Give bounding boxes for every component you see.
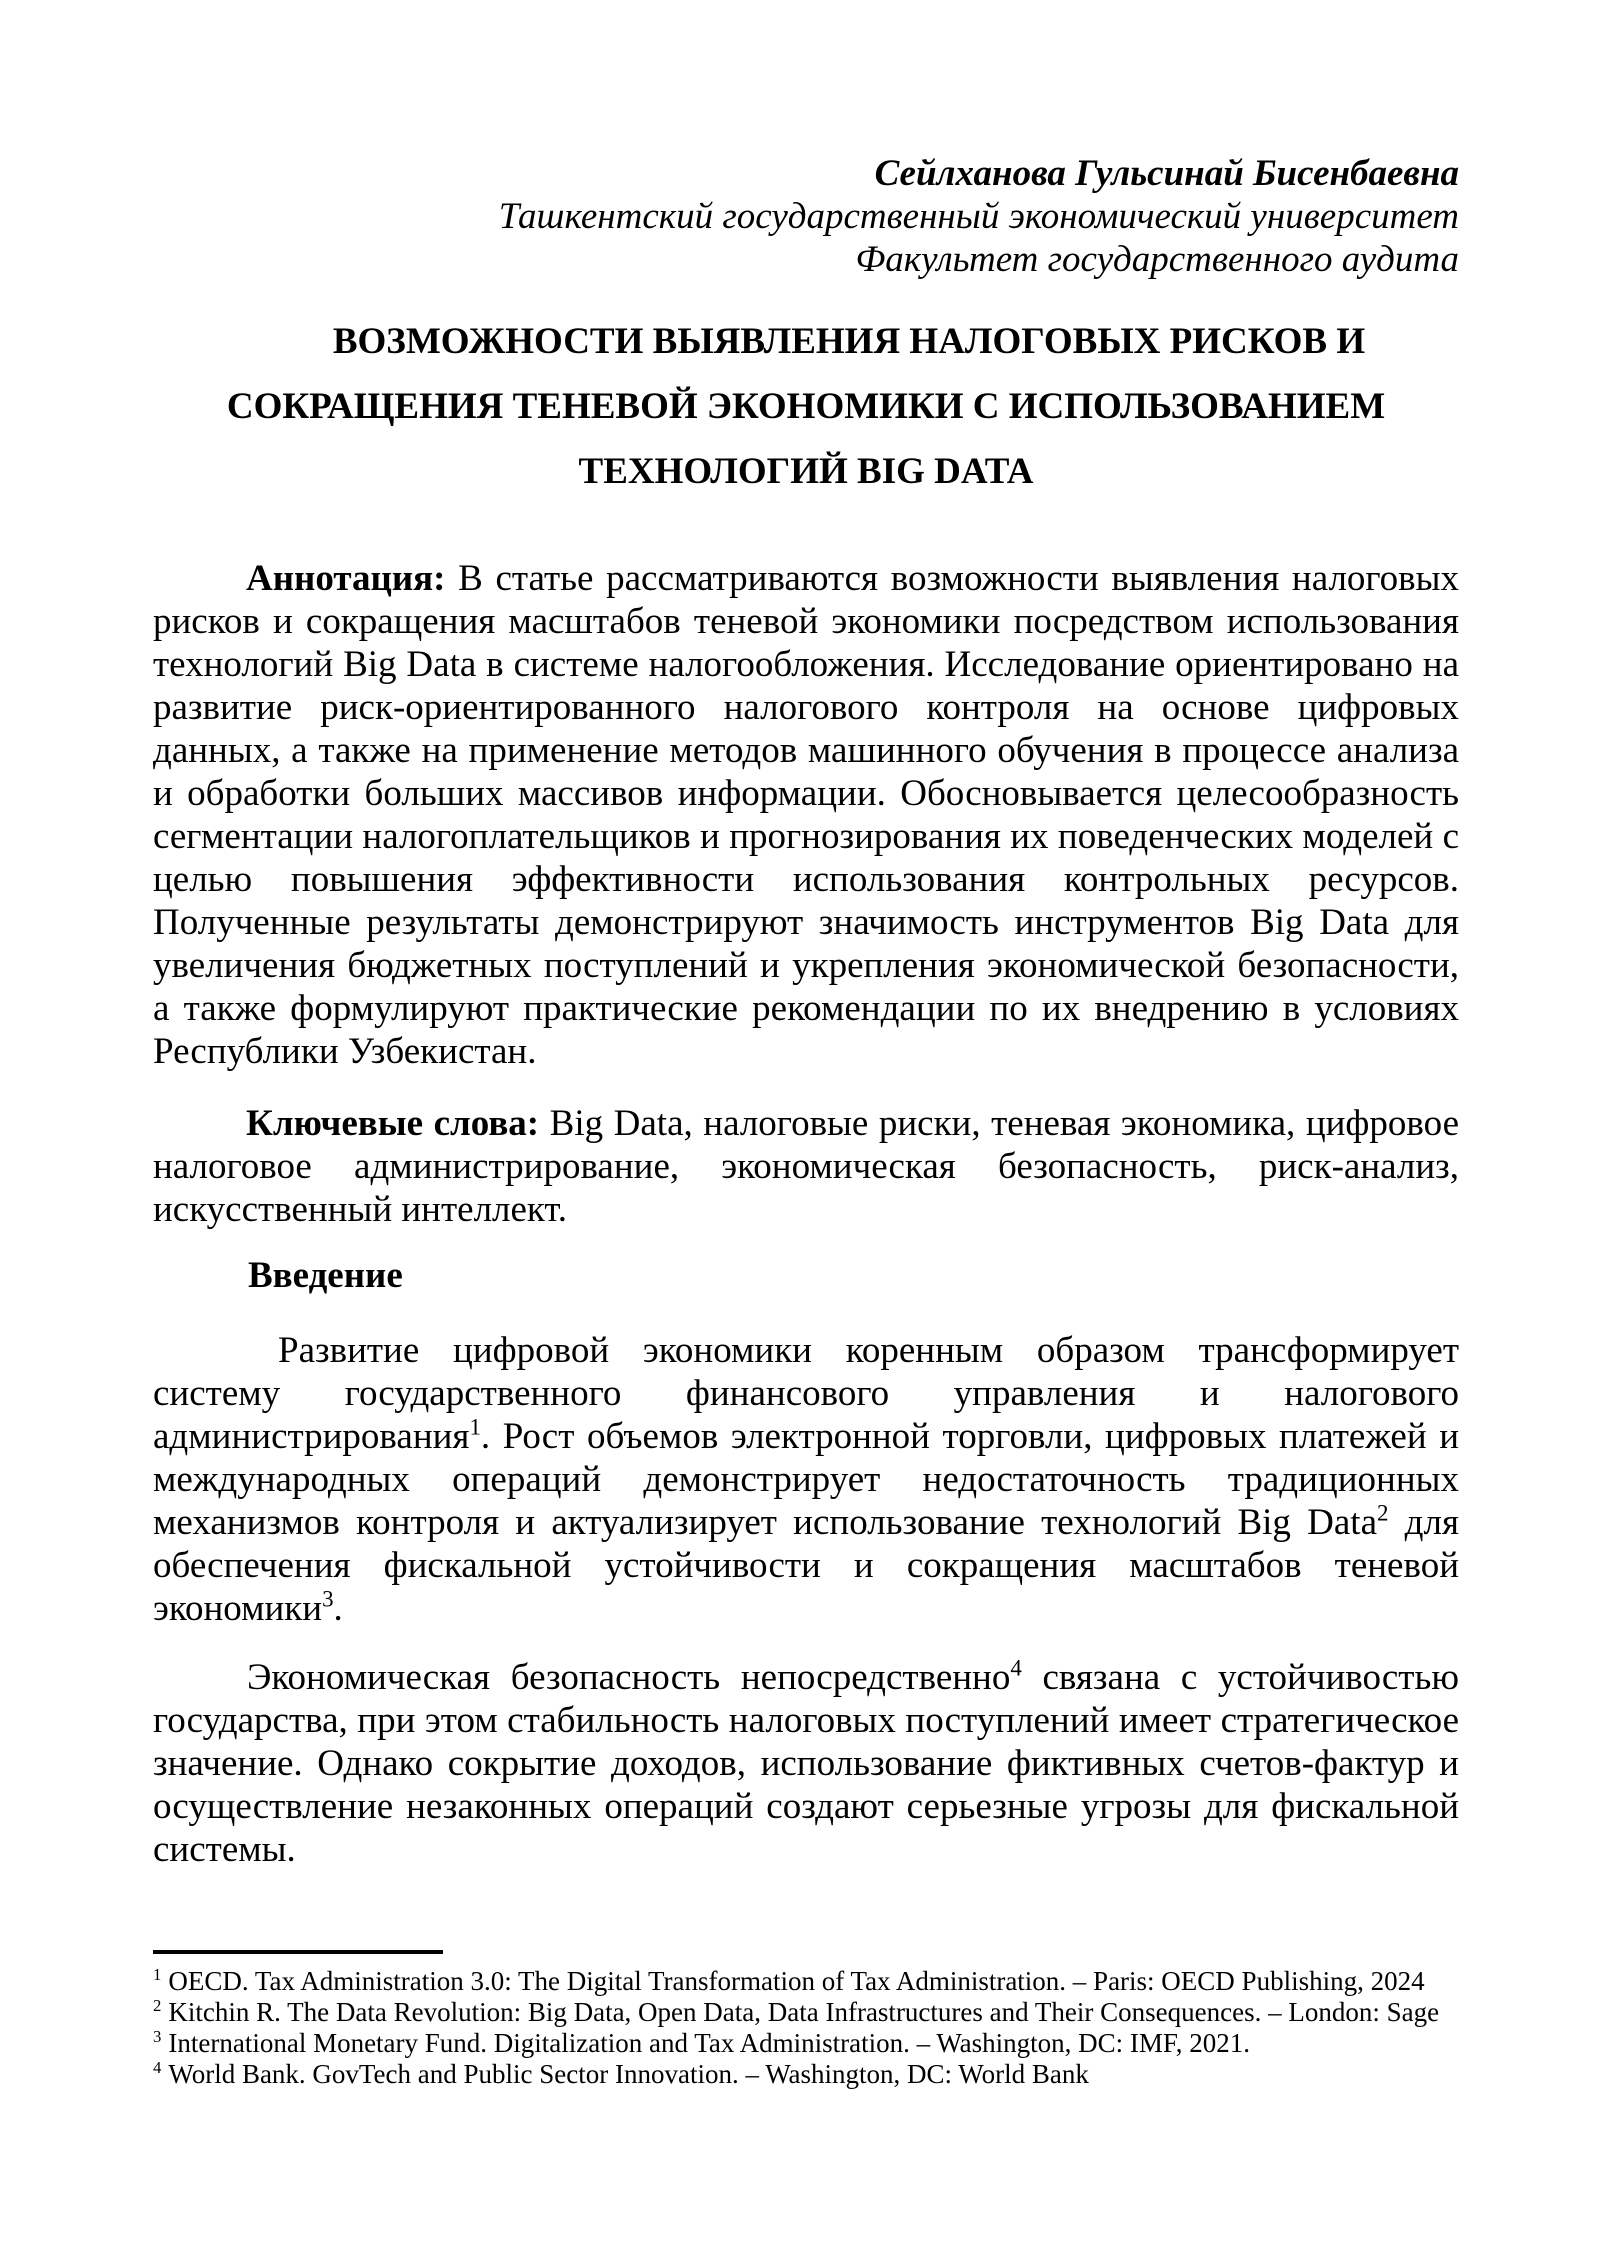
footnote-ref-2: 2 — [1377, 1500, 1389, 1526]
footnote-2-marker: 2 — [153, 1996, 162, 2015]
footnote-4-marker: 4 — [153, 2058, 162, 2077]
footnote-ref-3: 3 — [322, 1586, 334, 1612]
footnote-item-1 — [153, 1966, 1459, 1997]
intro-p1-text-4: . — [333, 1588, 343, 1629]
intro-p2-text-2: связана с устойчивостью государства, при этом стабильность налоговых поступлений имеет стратегическое значение. Однако сокрытие доходов, использование фиктивных счетов-фактур и осуществление незаконных операций создают серьезные угрозы для фискальной системы. — [153, 1657, 1459, 1870]
footnote-3-text: International Monetary Fund. Digitalization and Tax Administration. – Washington, DC: IMF, 2021. — [168, 2028, 1251, 2058]
intro-p1-text-1: Развитие цифровой экономики коренным образом трансформирует систему государственного финансового управления и налогового администрирования — [153, 1330, 1459, 1457]
footnote-1-marker: 1 — [153, 1965, 162, 1984]
keywords-paragraph — [153, 1102, 1459, 1231]
title-line-2: СОКРАЩЕНИЯ ТЕНЕВОЙ ЭКОНОМИКИ С ИСПОЛЬЗОВАНИЕМ — [226, 386, 1386, 427]
intro-p2-text-1: Экономическая безопасность непосредственно — [247, 1657, 1011, 1698]
intro-paragraph-1 — [153, 1329, 1459, 1630]
keywords-label: Ключевые слова: — [246, 1103, 540, 1144]
intro-paragraph-2 — [153, 1656, 1459, 1871]
paper-title — [153, 309, 1459, 504]
intro-p1-text-3: для обеспечения фискальной устойчивости и сокращения масштабов теневой экономики — [153, 1502, 1459, 1629]
footnote-3-marker: 3 — [153, 2027, 162, 2046]
footnote-2-text: Kitchin R. The Data Revolution: Big Data, Open Data, Data Infrastructures and Their Consequences. – London: Sage — [168, 1997, 1440, 2027]
abstract-label: Аннотация: — [246, 558, 446, 599]
footnote-4-text: World Bank. GovTech and Public Sector Innovation. – Washington, DC: World Bank — [168, 2059, 1089, 2089]
author-affiliation-faculty: Факультет государственного аудита — [855, 239, 1459, 280]
footnote-ref-1: 1 — [469, 1414, 481, 1440]
keywords-text: Big Data, налоговые риски, теневая экономика, цифровое налоговое администрирование, экономическая безопасность, риск-анализ, искусственный интеллект. — [153, 1103, 1459, 1230]
author-affiliation-university: Ташкентский государственный экономический университет — [498, 196, 1459, 237]
author-name: Сейлханова Гульсинай Бисенбаевна — [874, 153, 1459, 194]
footnote-item-3 — [153, 2028, 1459, 2059]
footnote-1-text: OECD. Tax Administration 3.0: The Digital Transformation of Tax Administration. – Paris: OECD Publishing, 2024 — [168, 1966, 1425, 1996]
abstract-text: В статье рассматриваются возможности выявления налоговых рисков и сокращения масштабов теневой экономики посредством использования технологий Big Data в системе налогообложения. Исследование ориентировано на развитие риск-ориентированного налогового контроля на основе цифровых данных, а также на применение методов машинного обучения в процессе анализа и обработки больших массивов информации. Обосновывается целесообразность сегментации налогоплательщиков и прогнозирования их поведенческих моделей с целью повышения эффективности использования контрольных ресурсов. Полученные результаты демонстрируют значимость инструментов Big Data для увеличения бюджетных поступлений и укрепления экономической безопасности, а также формулируют практические рекомендации по их внедрению в условиях Республики Узбекистан. — [153, 558, 1459, 1072]
footnotes-section — [153, 1950, 1459, 2090]
author-block — [153, 152, 1459, 281]
abstract-paragraph — [153, 557, 1459, 1073]
title-line-3: ТЕХНОЛОГИЙ BIG DATA — [578, 451, 1034, 492]
introduction-heading: Введение — [248, 1255, 403, 1296]
intro-p1-text-2: . Рост объемов электронной торговли, цифровых платежей и международных операций демонстрирует недостаточность традиционных механизмов контроля и актуализирует использование технологий Big Data — [153, 1416, 1459, 1543]
footnote-ref-4: 4 — [1010, 1655, 1022, 1681]
footnote-separator — [153, 1950, 443, 1954]
footnote-item-4 — [153, 2059, 1459, 2090]
footnote-item-2 — [153, 1997, 1459, 2028]
title-line-1: ВОЗМОЖНОСТИ ВЫЯВЛЕНИЯ НАЛОГОВЫХ РИСКОВ И — [332, 321, 1366, 362]
